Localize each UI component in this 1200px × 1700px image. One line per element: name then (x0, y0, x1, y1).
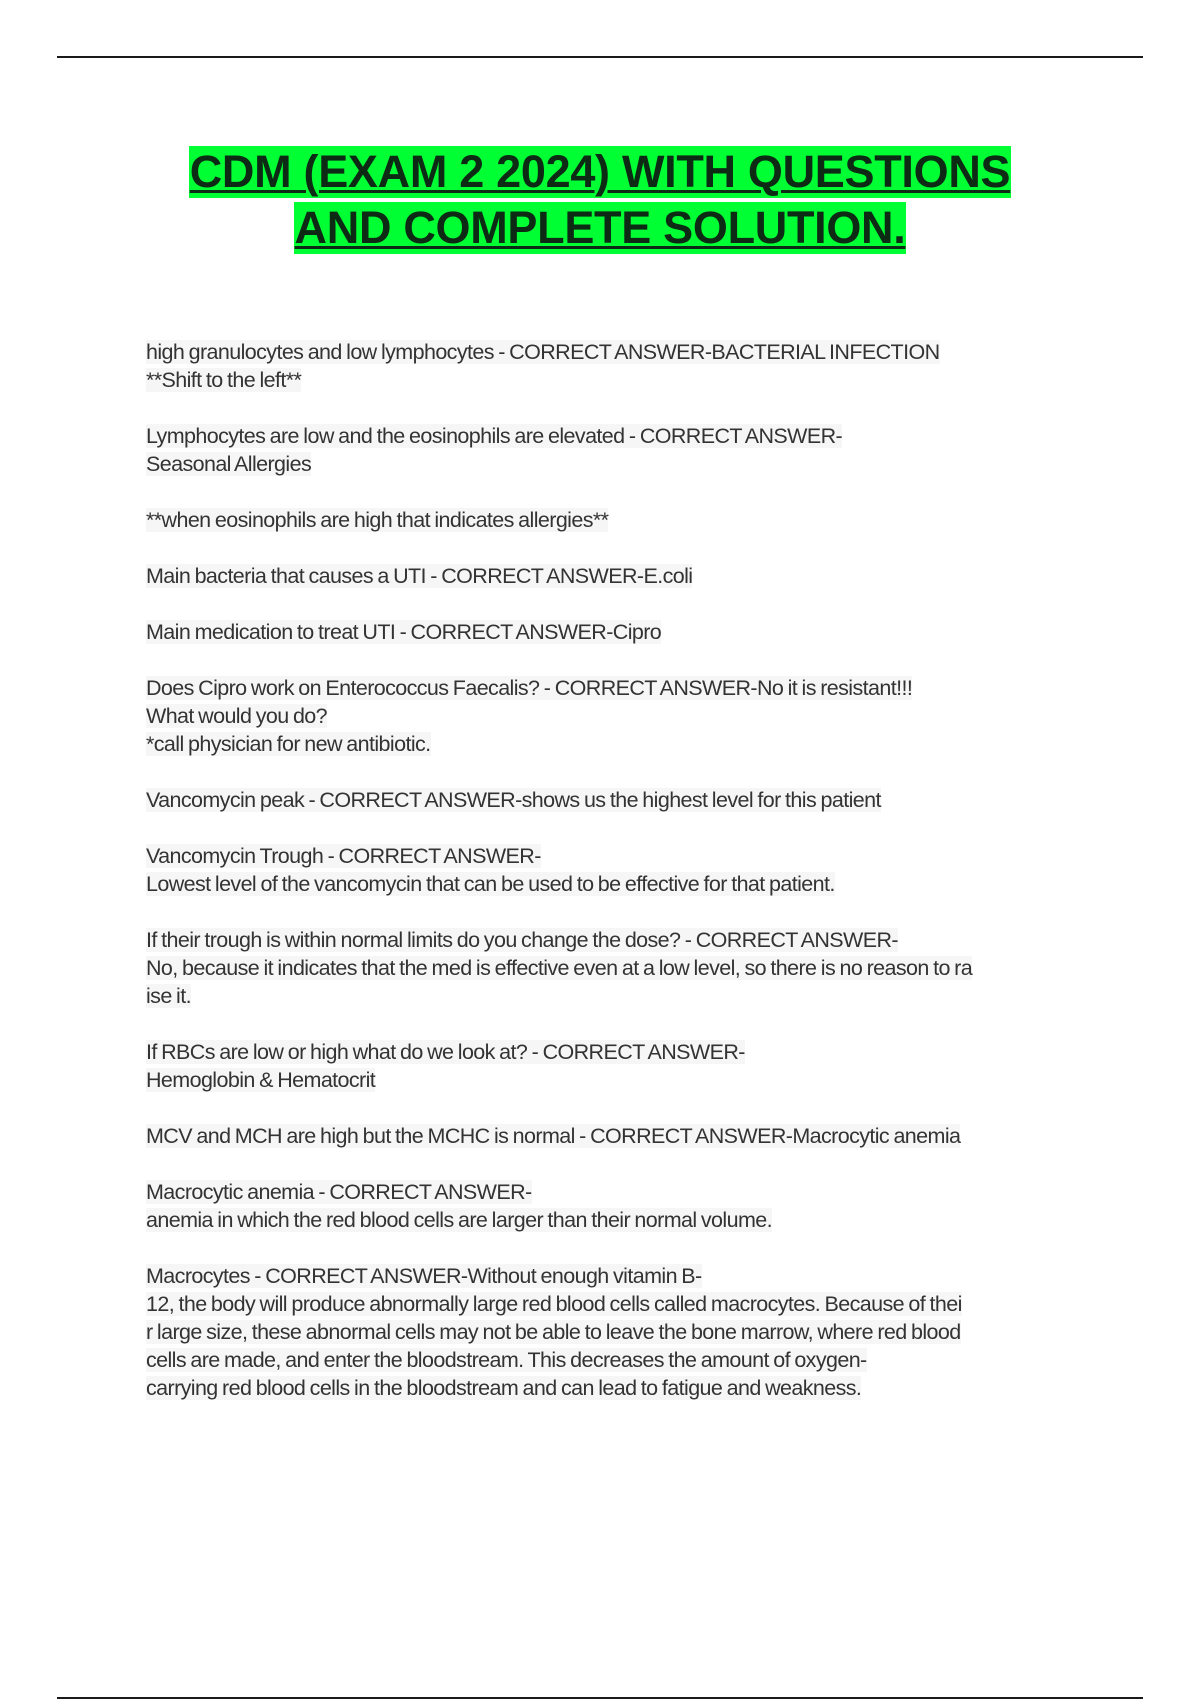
qa-line-row (146, 674, 1096, 702)
qa-entry (146, 926, 1096, 1010)
qa-text-line: Hemoglobin & Hematocrit (146, 1068, 376, 1092)
qa-text-line: If RBCs are low or high what do we look at? - CORRECT ANSWER- (146, 1040, 745, 1064)
qa-text-line: **Shift to the left** (146, 368, 302, 392)
qa-text-line: Vancomycin peak - CORRECT ANSWER-shows us the highest level for this patient (146, 788, 881, 812)
qa-text-line: MCV and MCH are high but the MCHC is normal - CORRECT ANSWER-Macrocytic anemia (146, 1124, 961, 1148)
qa-line-row (146, 338, 1096, 366)
qa-text-line: ise it. (146, 984, 191, 1008)
qa-line-row (146, 1206, 1096, 1234)
qa-list (146, 338, 1096, 1430)
qa-entry (146, 1122, 1096, 1150)
qa-text-line: Does Cipro work on Enterococcus Faecalis? - CORRECT ANSWER-No it is resistant!!! (146, 676, 913, 700)
qa-line-row (146, 422, 1096, 450)
qa-entry (146, 506, 1096, 534)
qa-text-line: Seasonal Allergies (146, 452, 312, 476)
qa-line-row (146, 1178, 1096, 1206)
qa-line-row (146, 1262, 1096, 1290)
qa-line-row (146, 954, 1096, 982)
qa-entry (146, 618, 1096, 646)
title-line-1: CDM (EXAM 2 2024) WITH QUESTIONS (189, 146, 1011, 197)
qa-line-row (146, 1374, 1096, 1402)
document-title (0, 146, 1200, 254)
title-line-2: AND COMPLETE SOLUTION. (294, 202, 906, 253)
qa-entry (146, 1262, 1096, 1402)
qa-line-row (146, 982, 1096, 1010)
qa-text-line: anemia in which the red blood cells are larger than their normal volume. (146, 1208, 772, 1232)
qa-text-line: No, because it indicates that the med is effective even at a low level, so there is no reason to ra (146, 956, 973, 980)
qa-line-row (146, 1346, 1096, 1374)
qa-line-row (146, 506, 1096, 534)
qa-entry (146, 562, 1096, 590)
qa-entry (146, 1038, 1096, 1094)
qa-line-row (146, 618, 1096, 646)
qa-line-row (146, 366, 1096, 394)
qa-text-line: Main medication to treat UTI - CORRECT ANSWER-Cipro (146, 620, 662, 644)
qa-entry (146, 422, 1096, 478)
qa-entry (146, 1178, 1096, 1234)
qa-line-row (146, 730, 1096, 758)
qa-text-line: carrying red blood cells in the bloodstream and can lead to fatigue and weakness. (146, 1376, 862, 1400)
qa-text-line: Macrocytes - CORRECT ANSWER-Without enough vitamin B- (146, 1264, 702, 1288)
qa-line-row (146, 1038, 1096, 1066)
qa-line-row (146, 702, 1096, 730)
qa-text-line: cells are made, and enter the bloodstream. This decreases the amount of oxygen- (146, 1348, 867, 1372)
qa-line-row (146, 450, 1096, 478)
qa-line-row (146, 562, 1096, 590)
qa-text-line: If their trough is within normal limits do you change the dose? - CORRECT ANSWER- (146, 928, 898, 952)
qa-entry (146, 786, 1096, 814)
qa-line-row (146, 1290, 1096, 1318)
qa-entry (146, 674, 1096, 758)
qa-text-line: r large size, these abnormal cells may not be able to leave the bone marrow, where red blood (146, 1320, 961, 1344)
qa-text-line: Vancomycin Trough - CORRECT ANSWER- (146, 844, 541, 868)
qa-line-row (146, 870, 1096, 898)
qa-text-line: Lymphocytes are low and the eosinophils are elevated - CORRECT ANSWER- (146, 424, 843, 448)
qa-line-row (146, 926, 1096, 954)
qa-entry (146, 338, 1096, 394)
qa-line-row (146, 1318, 1096, 1346)
qa-entry (146, 842, 1096, 898)
qa-line-row (146, 842, 1096, 870)
qa-line-row (146, 786, 1096, 814)
qa-text-line: high granulocytes and low lymphocytes - CORRECT ANSWER-BACTERIAL INFECTION (146, 340, 940, 364)
qa-line-row (146, 1066, 1096, 1094)
qa-line-row (146, 1122, 1096, 1150)
bottom-rule (57, 1697, 1143, 1699)
qa-text-line: **when eosinophils are high that indicates allergies** (146, 508, 609, 532)
qa-text-line: What would you do? (146, 704, 328, 728)
top-rule (57, 56, 1143, 58)
qa-text-line: 12, the body will produce abnormally large red blood cells called macrocytes. Because of thei (146, 1292, 962, 1316)
qa-text-line: Main bacteria that causes a UTI - CORRECT ANSWER-E.coli (146, 564, 693, 588)
qa-text-line: Macrocytic anemia - CORRECT ANSWER- (146, 1180, 532, 1204)
qa-text-line: *call physician for new antibiotic. (146, 732, 431, 756)
qa-text-line: Lowest level of the vancomycin that can be used to be effective for that patient. (146, 872, 835, 896)
